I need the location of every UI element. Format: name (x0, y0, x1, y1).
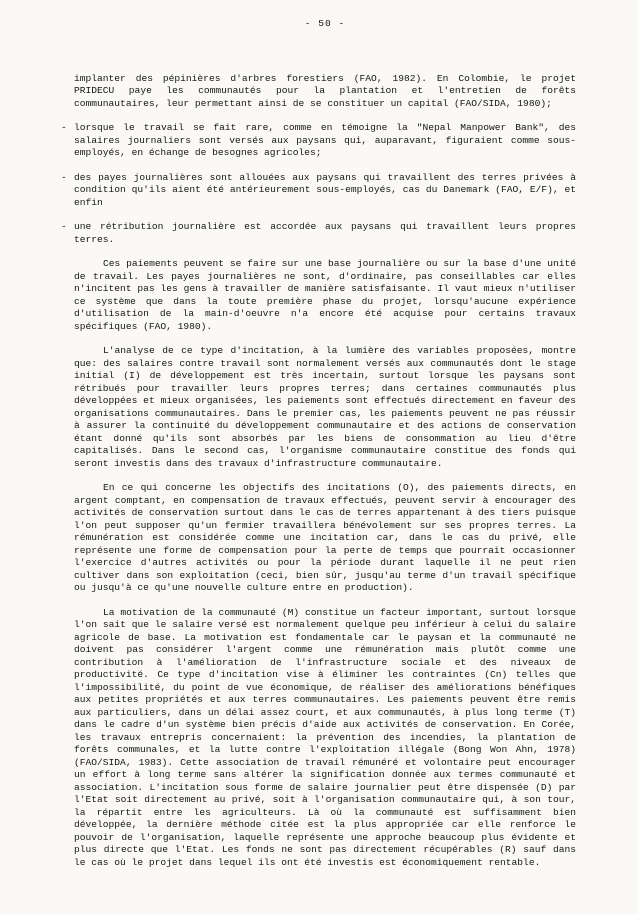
list-item (61, 221, 576, 246)
list-item-text: lorsque le travail se fait rare, comme en témoigne la "Nepal Manpower Bank", des salaires journaliers sont versés aux paysans qui, auparavant, figuraient comme sous-employés, en échange de besognes agricoles; (74, 122, 576, 158)
list-item-text: implanter des pépinières d'arbres forestiers (FAO, 1982). En Colombie, le projet PRIDECU paye les communautés pour la plantation et l'entretien de forêts communautaires, leur permettant ainsi de se constituer un capital (FAO/SIDA, 1980); (74, 72, 576, 109)
paragraph-2: L'analyse de ce type d'incitation, à la lumière des variables proposées, montre que: des salaires contre travail sont normalement versés aux communautés dont le stage initial (I) de développement est très incertain, surtout lorsque les paysans sont rétribués pour travailler leurs propres terres; dans certaines communautés plus développées et mieux organisées, les paiements sont effectués directement en faveur des organisations communautaires. Dans le premier cas, les paiements peuvent ne pas réussir à assurer la continuité du développement communautaire et des actions de conservation étant donné qu'ils sont absorbés par les biens de consommation au lieu d'être capitalisés. Dans le second cas, l'organisme communautaire constitue des fonds qui seront investis dans des travaux d'infrastructure communautaire. (74, 345, 576, 469)
bullet-list (61, 72, 576, 247)
list-item-marker: - (61, 122, 67, 133)
paragraph-4: La motivation de la communauté (M) constitue un facteur important, surtout lorsque l'on sait que le salaire versé est normalement quelque peu inférieur à celui du salaire agricole de base. La motivation est fondamentale car le paysan et la communauté ne doivent pas considérer l'argent comme une rémunération mais plutôt comme une contribution à l'amélioration de l'infrastructure sociale et des niveaux de productivité. Ce type d'incitation vise à éliminer les contraintes (Cn) telles que l'impossibilité, du point de vue économique, de réaliser des améliorations bénéfiques aux petites propriétés et aux terres communautaires. Les paiements peuvent être remis aux particuliers, dans un délai assez court, et aux communautés, à plus long terme (T) dans le cadre d'un système bien précis d'aide aux activités de conservation. En Corée, les travaux entrepris concernaient: la prévention des incendies, la plantation de forêts communales, et la lutte contre l'exploitation illégale (Bong Won Ahn, 1978) (FAO/SIDA, 1983). Cette association de travail rémunéré et volontaire peut encourager un effort à long terme sans altérer la signification donnée aux termes communauté et association. L'incitation sous forme de salaire journalier peut être dispensée (D) par l'Etat soit directement au privé, soit à l'organisation communautaire qui, à son tour, la répartit entre les agriculteurs. Là où la communauté est suffisamment bien développée, la dernière méthode citée est la plus appropriée car elle renforce le pouvoir de l'organisation, laquelle représente une approche beaucoup plus évidente et plus directe que l'Etat. Les fonds ne sont pas directement récupérables (R) sauf dans le cas où le projet dans lequel ils ont été investis est économiquement rentable. (74, 606, 576, 868)
list-item-text: des payes journalières sont allouées aux paysans qui travaillent des terres privées à condition qu'ils aient été antérieurement sous-employés, cas du Danemark (FAO, E/F), et enfin (74, 171, 576, 208)
page-number: - 50 - (304, 18, 346, 29)
list-item (74, 73, 576, 111)
list-item-marker: - (61, 221, 67, 232)
list-item (61, 171, 576, 210)
list-item (61, 122, 576, 160)
list-item-text: une rétribution journalière est accordée aux paysans qui travaillent leurs propres terres. (74, 221, 576, 245)
paragraph-1: Ces paiements peuvent se faire sur une base journalière ou sur la base d'une unité de travail. Les payes journalières ne sont, d'ordinaire, pas conseillables car elles n'incitent pas les gens à travailler de manière satisfaisante. Il vaut mieux n'utiliser ce système que dans la toute première phase du projet, lorsqu'aucune expérience d'utilisation de la main-d'oeuvre n'a encore été acquise pour certains travaux spécifiques (FAO, 1980). (74, 258, 576, 332)
paragraph-3: En ce qui concerne les objectifs des incitations (O), des paiements directs, en argent comptant, en compensation de travaux effectués, peuvent servir à encourager des activités de conservation surtout dans le cas de terres appartenant à des tiers puisque l'on peut supposer qu'un fermier travaillera bénévolement sur ses propres terres. La rémunération est considérée comme une incitation car, dans le cas du privé, elle représente une forme de compensation pour la perte de temps que pourrait occasionner l'exercice d'autres activités ou pour la période durant laquelle il ne peut rien cultiver dans son exploitation (ceci, bien sûr, jusqu'au terme d'un travail spécifique ou jusqu'à ce qu'une nouvelle culture entre en production). (74, 482, 576, 593)
list-item-marker: - (61, 171, 67, 183)
